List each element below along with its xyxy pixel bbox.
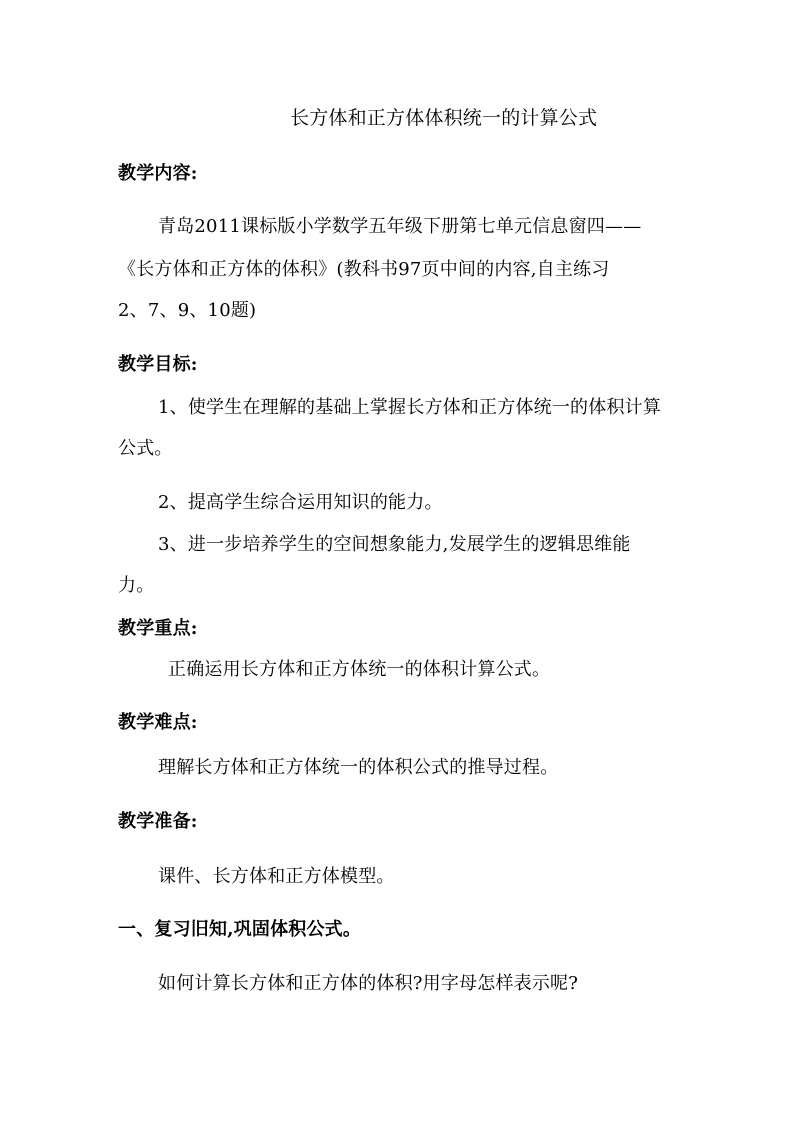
goals-line-2: 公式。 [118, 438, 173, 459]
goals-line-4: 3、进一步培养学生的空间想象能力,发展学生的逻辑思维能 [158, 534, 631, 555]
review-line-1: 如何计算长方体和正方体的体积?用字母怎样表示呢? [158, 973, 579, 994]
goals-heading: 教学目标: [118, 354, 198, 375]
document-title: 长方体和正方体体积统一的计算公式 [290, 107, 598, 129]
goals-line-1: 1、使学生在理解的基础上掌握长方体和正方体统一的体积计算 [158, 397, 662, 418]
difficulties-heading: 教学难点: [118, 712, 198, 733]
goals-line-3: 2、提高学生综合运用知识的能力。 [158, 492, 443, 513]
key-points-line-1: 正确运用长方体和正方体统一的体积计算公式。 [168, 659, 551, 680]
difficulties-line-1: 理解长方体和正方体统一的体积公式的推导过程。 [158, 757, 559, 778]
content-line-3: 2、7、9、10题) [118, 300, 257, 321]
preparation-line-1: 课件、长方体和正方体模型。 [158, 866, 395, 887]
goals-line-5: 力。 [118, 575, 155, 596]
content-line-2: 《长方体和正方体的体积》(教科书97页中间的内容,自主练习 [118, 259, 610, 280]
content-line-1: 青岛2011课标版小学数学五年级下册第七单元信息窗四—— [158, 216, 642, 237]
key-points-heading: 教学重点: [118, 618, 198, 639]
preparation-heading: 教学准备: [118, 811, 198, 832]
review-heading: 一、复习旧知,巩固体积公式。 [118, 919, 362, 940]
content-heading: 教学内容: [118, 163, 198, 184]
